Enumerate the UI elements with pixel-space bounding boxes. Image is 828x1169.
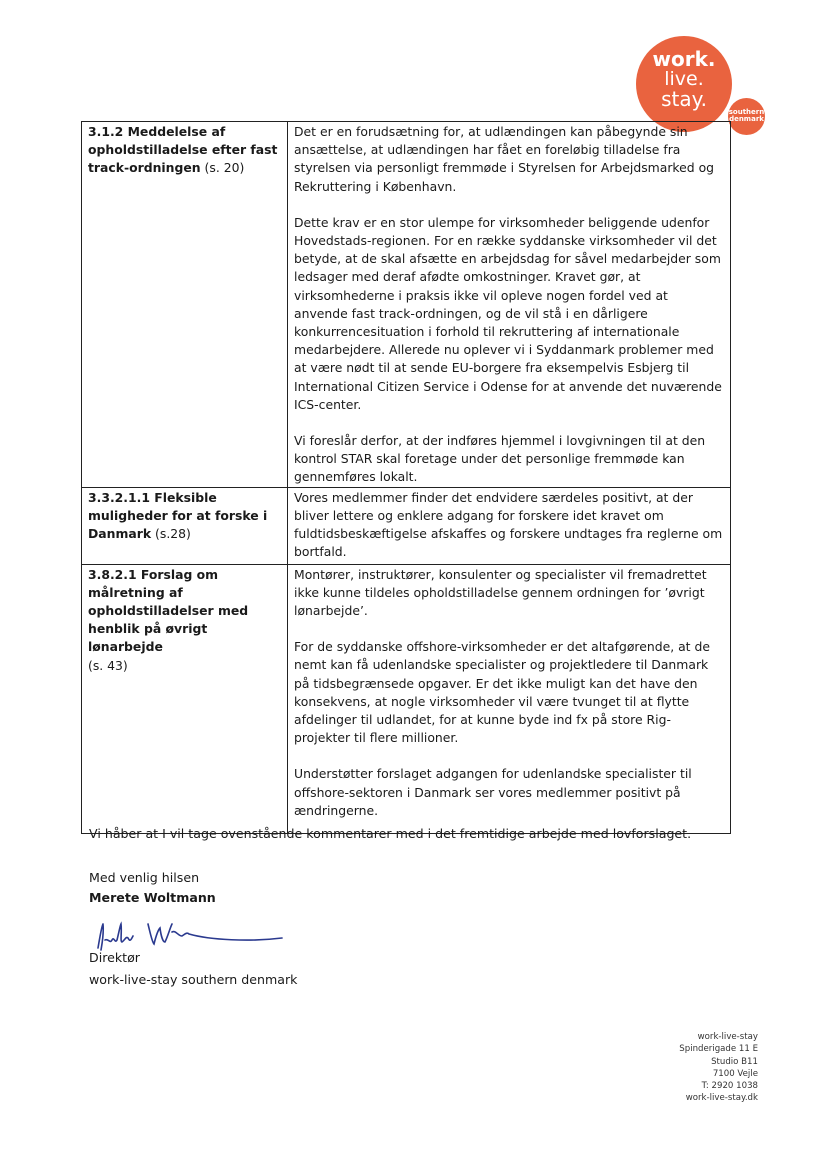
section-reference: 3.3.2.1.1 Fleksible muligheder for at forske i Danmark <box>88 489 268 542</box>
closing-text: Vi håber at I vil tage ovenstående kommentarer med i det fremtidige arbejde med lovforslaget. <box>89 826 692 841</box>
section-reference: 3.1.2 Meddelelse af opholdstilladelse efter fast track-ordningen <box>88 124 278 176</box>
footer-line: Studio B11 <box>711 1056 758 1067</box>
comment-cell <box>288 122 731 488</box>
organization-name: work-live-stay southern denmark <box>89 972 298 987</box>
footer-address <box>679 1031 758 1105</box>
paragraph: Vi foreslår derfor, at der indføres hjemmel i lovgivningen til at den kontrol STAR skal foretage under det personlige fremmøde kan gennemføres lokalt. <box>294 433 706 485</box>
southern-denmark-logo: southern denmark <box>728 98 765 135</box>
page-reference: (s.28) <box>151 526 191 542</box>
footer-line: T: 2920 1038 <box>701 1081 758 1092</box>
paragraph: Vores medlemmer finder det endvidere særdeles positivt, at der bliver lettere og enklere adgang for forskere idet kravet om fuldtidsbeskæftigelse afskaffes og forskere undtages fra reglerne om bortfald. <box>294 489 723 560</box>
signer-name: Merete Woltmann <box>89 890 216 905</box>
footer-line: 7100 Vejle <box>712 1068 758 1079</box>
paragraph: Dette krav er en stor ulempe for virksomheder beliggende udenfor Hovedstads-regionen. For en række syddanske virksomheder vil det betyde, at de skal afsætte en arbejdsdag for såvel medarbejder som ledsager med deraf afødte omkostninger. Kravet gør, at virksomhederne i praksis ikke vil opleve nogen fordel ved at anvende fast track-ordningen, og de vil stå i en dårligere konkurrencesituation i forhold til rekruttering af internationale medarbejdere. Allerede nu oplever vi i Syddanmark problemer med at være nødt til at sende EU-borgere fra eksempelvis Esbjerg til International Citizen Service i Odense for at anvende det nuværende ICS-center. <box>294 214 722 412</box>
page-reference: (s. 43) <box>88 657 128 673</box>
reference-cell <box>82 487 288 564</box>
footer-line: work-live-stay <box>697 1032 758 1042</box>
signer-title: Direktør <box>89 950 140 965</box>
page-reference: (s. 20) <box>200 160 245 176</box>
section-reference: 3.8.2.1 Forslag om målretning af opholdstilladelser med henblik på øvrigt lønarbejde <box>88 566 249 655</box>
footer-line: Spinderigade 11 E <box>679 1044 758 1055</box>
paragraph: Understøtter forslaget adgangen for udenlandske specialister til offshore-sektoren i Danmark ser vores medlemmer positivt på ændringerne. <box>294 766 692 818</box>
greeting: Med venlig hilsen <box>89 870 200 885</box>
comment-cell <box>288 487 731 564</box>
comments-table <box>81 121 731 834</box>
reference-cell <box>82 122 288 488</box>
footer-line: work-live-stay.dk <box>685 1093 758 1104</box>
paragraph: Det er en forudsætning for, at udlændingen kan påbegynde sin ansættelse, at udlændingen har fået en foreløbig tilladelse fra styrelsen via personligt fremmøde i Styrelsen for Arbejdsmarked og Rekruttering i København. <box>294 124 715 194</box>
reference-cell <box>82 564 288 833</box>
paragraph: For de syddanske offshore-virksomheder er det altafgørende, at de nemt kan få udenlandske specialister og projektledere til Danmark på tidsbegrænsede opgaver. Er det ikke muligt kan det have den konsekvens, at nogle virksomheder vil være tvunget til at flytte afdelinger til udlandet, for at kunne byde ind fx på store Rig-projekter til flere millioner. <box>294 639 710 746</box>
table-row <box>82 564 731 833</box>
work-live-stay-logo: work. live. stay. <box>636 36 732 132</box>
table-row <box>82 487 731 564</box>
comment-cell <box>288 564 731 833</box>
table-row <box>82 122 731 488</box>
paragraph: Montører, instruktører, konsulenter og specialister vil fremadrettet ikke kunne tildeles opholdstilladelse gennem ordningen for ’øvrigt lønarbejde’. <box>294 566 707 619</box>
